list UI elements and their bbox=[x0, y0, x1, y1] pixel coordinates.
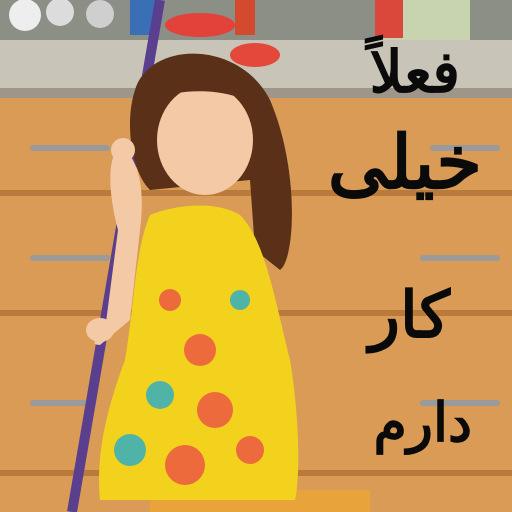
red-bowl bbox=[230, 43, 280, 67]
dress-flower bbox=[159, 289, 181, 311]
dress-flower bbox=[114, 434, 146, 466]
dish bbox=[9, 0, 41, 31]
caption-line-2: خیلی bbox=[327, 120, 482, 206]
caption-line-3: کار bbox=[369, 278, 450, 353]
caption-line-4: دارم bbox=[373, 390, 472, 454]
caption-line-1: فعلاً bbox=[369, 38, 460, 106]
cabinet-handle bbox=[30, 145, 110, 151]
dress-flower bbox=[184, 334, 216, 366]
dress-flower bbox=[165, 445, 205, 485]
bottle bbox=[235, 0, 255, 35]
hand bbox=[86, 318, 114, 342]
dish bbox=[86, 0, 114, 28]
dress-flower bbox=[236, 436, 264, 464]
hand bbox=[111, 138, 135, 162]
bowl bbox=[165, 13, 235, 37]
face bbox=[157, 85, 253, 195]
dress-flower bbox=[197, 392, 233, 428]
cabinet-handle bbox=[420, 255, 500, 261]
cabinet-handle bbox=[30, 255, 110, 261]
dress-flower bbox=[230, 290, 250, 310]
bottle bbox=[375, 0, 403, 38]
dress-flower bbox=[146, 381, 174, 409]
cabinet-handle bbox=[30, 400, 90, 406]
